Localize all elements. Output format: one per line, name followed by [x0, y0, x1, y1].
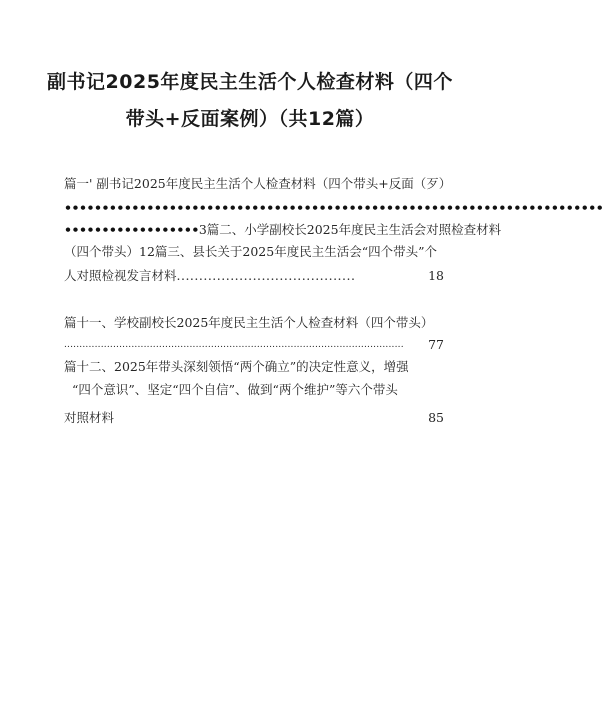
toc-page-number: 77: [428, 337, 444, 352]
document-title-line-1: 副书记2025年度民主生活个人检查材料（四个: [47, 71, 453, 93]
toc-entry-2-line: [64, 222, 502, 238]
toc-leader-dots: ••••••••••••••••••: [64, 222, 199, 237]
toc-entry-3-continuation: [64, 268, 394, 284]
toc-leader-dots: ........................................: [176, 268, 356, 283]
toc-entry-12-title-continued: “四个意识”、坚定“四个自信”、做到“两个维护”等六个带头: [72, 382, 398, 397]
toc-entry-2-title: 3篇二、小学副校长2025年度民主生活会对照检查材料: [198, 222, 502, 237]
toc-entry-11-title: 篇十一、学校副校长2025年度民主生活个人检查材料（四个带头）: [64, 315, 434, 330]
toc-entry-12-title: 篇十二、2025年带头深刻领悟“两个确立”的决定性意义，增强: [64, 359, 409, 374]
toc-entry-3-title-end: 人对照检视发言材料: [64, 268, 177, 283]
document-title-line-2: 带头+反面案例）（共12篇）: [125, 108, 375, 130]
toc-page-number: 85: [428, 410, 444, 425]
toc-entry-1-title: 篇一' 副书记2025年度民主生活个人检查材料（四个带头+反面（歹）: [64, 176, 452, 191]
toc-leader-dots: ...............................................................................................................: [64, 340, 404, 350]
toc-entry-3-title: （四个带头）12篇三、县长关于2025年度民主生活会“四个带头”个: [64, 244, 437, 259]
toc-page-number: 18: [428, 268, 444, 283]
toc-entry-12-title-end: 对照材料: [64, 410, 115, 425]
toc-leader-dots: ••••••••••••••••••••••••••••••••••••••••••••••••••••••••••••••••••••••••: [64, 200, 603, 215]
